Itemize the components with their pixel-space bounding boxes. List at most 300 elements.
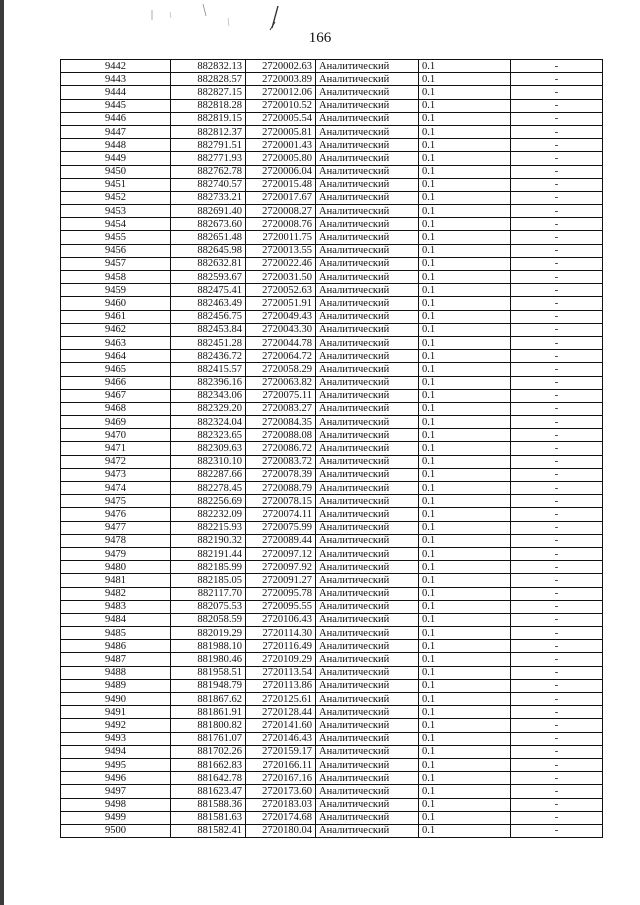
method-cell: Аналитический — [316, 574, 419, 587]
accuracy-cell: 0.1 — [419, 534, 511, 547]
y-coordinate-cell: 2720078.39 — [246, 468, 316, 481]
accuracy-cell: 0.1 — [419, 139, 511, 152]
point-number-cell: 9498 — [61, 798, 171, 811]
x-coordinate-cell: 882436.72 — [171, 350, 246, 363]
method-cell: Аналитический — [316, 679, 419, 692]
note-cell: - — [511, 574, 603, 587]
method-cell: Аналитический — [316, 86, 419, 99]
note-cell: - — [511, 758, 603, 771]
table-row — [61, 745, 603, 758]
y-coordinate-cell: 2720002.63 — [246, 60, 316, 73]
method-cell: Аналитический — [316, 455, 419, 468]
method-cell: Аналитический — [316, 653, 419, 666]
accuracy-cell: 0.1 — [419, 297, 511, 310]
accuracy-cell: 0.1 — [419, 482, 511, 495]
method-cell: Аналитический — [316, 218, 419, 231]
method-cell: Аналитический — [316, 125, 419, 138]
note-cell: - — [511, 627, 603, 640]
x-coordinate-cell: 881702.26 — [171, 745, 246, 758]
note-cell: - — [511, 271, 603, 284]
y-coordinate-cell: 2720086.72 — [246, 442, 316, 455]
method-cell: Аналитический — [316, 402, 419, 415]
note-cell: - — [511, 547, 603, 560]
method-cell: Аналитический — [316, 706, 419, 719]
x-coordinate-cell: 882771.93 — [171, 152, 246, 165]
accuracy-cell: 0.1 — [419, 495, 511, 508]
table-row — [61, 587, 603, 600]
x-coordinate-cell: 881948.79 — [171, 679, 246, 692]
note-cell: - — [511, 429, 603, 442]
page-number: 166 — [308, 30, 332, 46]
y-coordinate-cell: 2720166.11 — [246, 758, 316, 771]
point-number-cell: 9474 — [61, 482, 171, 495]
y-coordinate-cell: 2720001.43 — [246, 139, 316, 152]
x-coordinate-cell: 881861.91 — [171, 706, 246, 719]
method-cell: Аналитический — [316, 99, 419, 112]
accuracy-cell: 0.1 — [419, 429, 511, 442]
method-cell: Аналитический — [316, 60, 419, 73]
table-row — [61, 732, 603, 745]
note-cell: - — [511, 231, 603, 244]
note-cell: - — [511, 218, 603, 231]
point-number-cell: 9469 — [61, 416, 171, 429]
point-number-cell: 9464 — [61, 350, 171, 363]
method-cell: Аналитический — [316, 824, 419, 837]
accuracy-cell: 0.1 — [419, 271, 511, 284]
table-row — [61, 231, 603, 244]
table-row — [61, 693, 603, 706]
point-number-cell: 9448 — [61, 139, 171, 152]
table-row — [61, 640, 603, 653]
note-cell: - — [511, 508, 603, 521]
table-row — [61, 152, 603, 165]
note-cell: - — [511, 561, 603, 574]
x-coordinate-cell: 882191.44 — [171, 547, 246, 560]
point-number-cell: 9477 — [61, 521, 171, 534]
x-coordinate-cell: 882451.28 — [171, 336, 246, 349]
table-row — [61, 495, 603, 508]
accuracy-cell: 0.1 — [419, 402, 511, 415]
point-number-cell: 9455 — [61, 231, 171, 244]
point-number-cell: 9443 — [61, 73, 171, 86]
accuracy-cell: 0.1 — [419, 165, 511, 178]
y-coordinate-cell: 2720174.68 — [246, 811, 316, 824]
accuracy-cell: 0.1 — [419, 363, 511, 376]
x-coordinate-cell: 881582.41 — [171, 824, 246, 837]
note-cell: - — [511, 798, 603, 811]
y-coordinate-cell: 2720063.82 — [246, 376, 316, 389]
accuracy-cell: 0.1 — [419, 508, 511, 521]
accuracy-cell: 0.1 — [419, 218, 511, 231]
x-coordinate-cell: 882185.99 — [171, 561, 246, 574]
table-row — [61, 468, 603, 481]
accuracy-cell: 0.1 — [419, 587, 511, 600]
method-cell: Аналитический — [316, 152, 419, 165]
y-coordinate-cell: 2720006.04 — [246, 165, 316, 178]
y-coordinate-cell: 2720005.54 — [246, 112, 316, 125]
y-coordinate-cell: 2720015.48 — [246, 178, 316, 191]
method-cell: Аналитический — [316, 547, 419, 560]
table-row — [61, 758, 603, 771]
point-number-cell: 9463 — [61, 336, 171, 349]
method-cell: Аналитический — [316, 323, 419, 336]
table-row — [61, 402, 603, 415]
method-cell: Аналитический — [316, 139, 419, 152]
y-coordinate-cell: 2720083.72 — [246, 455, 316, 468]
method-cell: Аналитический — [316, 271, 419, 284]
point-number-cell: 9465 — [61, 363, 171, 376]
x-coordinate-cell: 882058.59 — [171, 613, 246, 626]
x-coordinate-cell: 881588.36 — [171, 798, 246, 811]
y-coordinate-cell: 2720058.29 — [246, 363, 316, 376]
y-coordinate-cell: 2720146.43 — [246, 732, 316, 745]
x-coordinate-cell: 881662.83 — [171, 758, 246, 771]
table-row — [61, 666, 603, 679]
point-number-cell: 9496 — [61, 772, 171, 785]
note-cell: - — [511, 297, 603, 310]
table-row — [61, 429, 603, 442]
point-number-cell: 9472 — [61, 455, 171, 468]
note-cell: - — [511, 666, 603, 679]
x-coordinate-cell: 882818.28 — [171, 99, 246, 112]
table-row — [61, 455, 603, 468]
x-coordinate-cell: 882232.09 — [171, 508, 246, 521]
note-cell: - — [511, 86, 603, 99]
note-cell: - — [511, 350, 603, 363]
table-row — [61, 627, 603, 640]
point-number-cell: 9494 — [61, 745, 171, 758]
method-cell: Аналитический — [316, 587, 419, 600]
y-coordinate-cell: 2720017.67 — [246, 191, 316, 204]
x-coordinate-cell: 882740.57 — [171, 178, 246, 191]
note-cell: - — [511, 257, 603, 270]
note-cell: - — [511, 99, 603, 112]
y-coordinate-cell: 2720005.80 — [246, 152, 316, 165]
accuracy-cell: 0.1 — [419, 613, 511, 626]
y-coordinate-cell: 2720159.17 — [246, 745, 316, 758]
y-coordinate-cell: 2720095.78 — [246, 587, 316, 600]
accuracy-cell: 0.1 — [419, 666, 511, 679]
method-cell: Аналитический — [316, 627, 419, 640]
table-row — [61, 416, 603, 429]
method-cell: Аналитический — [316, 521, 419, 534]
y-coordinate-cell: 2720051.91 — [246, 297, 316, 310]
y-coordinate-cell: 2720044.78 — [246, 336, 316, 349]
accuracy-cell: 0.1 — [419, 323, 511, 336]
y-coordinate-cell: 2720078.15 — [246, 495, 316, 508]
table-row — [61, 600, 603, 613]
table-row — [61, 653, 603, 666]
note-cell: - — [511, 811, 603, 824]
y-coordinate-cell: 2720095.55 — [246, 600, 316, 613]
method-cell: Аналитический — [316, 811, 419, 824]
table-row — [61, 218, 603, 231]
point-number-cell: 9471 — [61, 442, 171, 455]
method-cell: Аналитический — [316, 350, 419, 363]
method-cell: Аналитический — [316, 772, 419, 785]
table-row — [61, 271, 603, 284]
method-cell: Аналитический — [316, 389, 419, 402]
point-number-cell: 9447 — [61, 125, 171, 138]
y-coordinate-cell: 2720049.43 — [246, 310, 316, 323]
x-coordinate-cell: 881867.62 — [171, 693, 246, 706]
method-cell: Аналитический — [316, 363, 419, 376]
table-row — [61, 205, 603, 218]
point-number-cell: 9445 — [61, 99, 171, 112]
accuracy-cell: 0.1 — [419, 679, 511, 692]
accuracy-cell: 0.1 — [419, 547, 511, 560]
method-cell: Аналитический — [316, 73, 419, 86]
accuracy-cell: 0.1 — [419, 350, 511, 363]
accuracy-cell: 0.1 — [419, 60, 511, 73]
note-cell: - — [511, 534, 603, 547]
table-row — [61, 297, 603, 310]
method-cell: Аналитический — [316, 231, 419, 244]
y-coordinate-cell: 2720167.16 — [246, 772, 316, 785]
accuracy-cell: 0.1 — [419, 653, 511, 666]
point-number-cell: 9479 — [61, 547, 171, 560]
method-cell: Аналитический — [316, 468, 419, 481]
y-coordinate-cell: 2720113.86 — [246, 679, 316, 692]
x-coordinate-cell: 881761.07 — [171, 732, 246, 745]
table-row — [61, 442, 603, 455]
x-coordinate-cell: 882651.48 — [171, 231, 246, 244]
accuracy-cell: 0.1 — [419, 811, 511, 824]
x-coordinate-cell: 882075.53 — [171, 600, 246, 613]
y-coordinate-cell: 2720128.44 — [246, 706, 316, 719]
y-coordinate-cell: 2720064.72 — [246, 350, 316, 363]
method-cell: Аналитический — [316, 416, 419, 429]
method-cell: Аналитический — [316, 732, 419, 745]
note-cell: - — [511, 745, 603, 758]
table-row — [61, 336, 603, 349]
y-coordinate-cell: 2720008.27 — [246, 205, 316, 218]
point-number-cell: 9489 — [61, 679, 171, 692]
method-cell: Аналитический — [316, 205, 419, 218]
x-coordinate-cell: 882456.75 — [171, 310, 246, 323]
y-coordinate-cell: 2720022.46 — [246, 257, 316, 270]
point-number-cell: 9454 — [61, 218, 171, 231]
note-cell: - — [511, 244, 603, 257]
accuracy-cell: 0.1 — [419, 152, 511, 165]
point-number-cell: 9462 — [61, 323, 171, 336]
point-number-cell: 9442 — [61, 60, 171, 73]
point-number-cell: 9483 — [61, 600, 171, 613]
method-cell: Аналитический — [316, 165, 419, 178]
accuracy-cell: 0.1 — [419, 640, 511, 653]
y-coordinate-cell: 2720052.63 — [246, 284, 316, 297]
point-number-cell: 9468 — [61, 402, 171, 415]
accuracy-cell: 0.1 — [419, 521, 511, 534]
y-coordinate-cell: 2720088.08 — [246, 429, 316, 442]
x-coordinate-cell: 882819.15 — [171, 112, 246, 125]
x-coordinate-cell: 882190.32 — [171, 534, 246, 547]
y-coordinate-cell: 2720074.11 — [246, 508, 316, 521]
y-coordinate-cell: 2720116.49 — [246, 640, 316, 653]
point-number-cell: 9491 — [61, 706, 171, 719]
x-coordinate-cell: 881642.78 — [171, 772, 246, 785]
table-row — [61, 139, 603, 152]
x-coordinate-cell: 882019.29 — [171, 627, 246, 640]
x-coordinate-cell: 882762.78 — [171, 165, 246, 178]
y-coordinate-cell: 2720180.04 — [246, 824, 316, 837]
accuracy-cell: 0.1 — [419, 745, 511, 758]
y-coordinate-cell: 2720088.79 — [246, 482, 316, 495]
accuracy-cell: 0.1 — [419, 178, 511, 191]
method-cell: Аналитический — [316, 297, 419, 310]
x-coordinate-cell: 882812.37 — [171, 125, 246, 138]
x-coordinate-cell: 882593.67 — [171, 271, 246, 284]
x-coordinate-cell: 882691.40 — [171, 205, 246, 218]
note-cell: - — [511, 416, 603, 429]
note-cell: - — [511, 310, 603, 323]
note-cell: - — [511, 455, 603, 468]
y-coordinate-cell: 2720091.27 — [246, 574, 316, 587]
method-cell: Аналитический — [316, 798, 419, 811]
note-cell: - — [511, 679, 603, 692]
point-number-cell: 9458 — [61, 271, 171, 284]
method-cell: Аналитический — [316, 745, 419, 758]
method-cell: Аналитический — [316, 693, 419, 706]
x-coordinate-cell: 881800.82 — [171, 719, 246, 732]
method-cell: Аналитический — [316, 666, 419, 679]
x-coordinate-cell: 882828.57 — [171, 73, 246, 86]
point-number-cell: 9486 — [61, 640, 171, 653]
accuracy-cell: 0.1 — [419, 706, 511, 719]
coordinates-table — [60, 59, 603, 838]
accuracy-cell: 0.1 — [419, 732, 511, 745]
x-coordinate-cell: 882832.13 — [171, 60, 246, 73]
x-coordinate-cell: 881988.10 — [171, 640, 246, 653]
table-row — [61, 60, 603, 73]
note-cell: - — [511, 785, 603, 798]
method-cell: Аналитический — [316, 561, 419, 574]
note-cell: - — [511, 468, 603, 481]
point-number-cell: 9482 — [61, 587, 171, 600]
x-coordinate-cell: 882632.81 — [171, 257, 246, 270]
note-cell: - — [511, 73, 603, 86]
x-coordinate-cell: 882475.41 — [171, 284, 246, 297]
table-row — [61, 191, 603, 204]
x-coordinate-cell: 882396.16 — [171, 376, 246, 389]
note-cell: - — [511, 139, 603, 152]
accuracy-cell: 0.1 — [419, 758, 511, 771]
y-coordinate-cell: 2720013.55 — [246, 244, 316, 257]
x-coordinate-cell: 881980.46 — [171, 653, 246, 666]
accuracy-cell: 0.1 — [419, 73, 511, 86]
method-cell: Аналитический — [316, 495, 419, 508]
point-number-cell: 9450 — [61, 165, 171, 178]
table-row — [61, 125, 603, 138]
y-coordinate-cell: 2720075.99 — [246, 521, 316, 534]
point-number-cell: 9461 — [61, 310, 171, 323]
x-coordinate-cell: 882256.69 — [171, 495, 246, 508]
table-row — [61, 363, 603, 376]
accuracy-cell: 0.1 — [419, 336, 511, 349]
accuracy-cell: 0.1 — [419, 257, 511, 270]
point-number-cell: 9467 — [61, 389, 171, 402]
note-cell: - — [511, 772, 603, 785]
x-coordinate-cell: 882645.98 — [171, 244, 246, 257]
note-cell: - — [511, 112, 603, 125]
y-coordinate-cell: 2720089.44 — [246, 534, 316, 547]
point-number-cell: 9470 — [61, 429, 171, 442]
note-cell: - — [511, 653, 603, 666]
note-cell: - — [511, 152, 603, 165]
method-cell: Аналитический — [316, 600, 419, 613]
x-coordinate-cell: 882323.65 — [171, 429, 246, 442]
accuracy-cell: 0.1 — [419, 191, 511, 204]
method-cell: Аналитический — [316, 482, 419, 495]
y-coordinate-cell: 2720125.61 — [246, 693, 316, 706]
point-number-cell: 9490 — [61, 693, 171, 706]
table-row — [61, 350, 603, 363]
note-cell: - — [511, 323, 603, 336]
note-cell: - — [511, 587, 603, 600]
accuracy-cell: 0.1 — [419, 205, 511, 218]
accuracy-cell: 0.1 — [419, 442, 511, 455]
y-coordinate-cell: 2720097.92 — [246, 561, 316, 574]
y-coordinate-cell: 2720084.35 — [246, 416, 316, 429]
method-cell: Аналитический — [316, 112, 419, 125]
x-coordinate-cell: 882733.21 — [171, 191, 246, 204]
accuracy-cell: 0.1 — [419, 99, 511, 112]
point-number-cell: 9499 — [61, 811, 171, 824]
table-row — [61, 178, 603, 191]
note-cell: - — [511, 389, 603, 402]
table-body — [61, 60, 603, 838]
accuracy-cell: 0.1 — [419, 389, 511, 402]
note-cell: - — [511, 165, 603, 178]
note-cell: - — [511, 693, 603, 706]
accuracy-cell: 0.1 — [419, 468, 511, 481]
y-coordinate-cell: 2720106.43 — [246, 613, 316, 626]
y-coordinate-cell: 2720012.06 — [246, 86, 316, 99]
point-number-cell: 9460 — [61, 297, 171, 310]
x-coordinate-cell: 881581.63 — [171, 811, 246, 824]
y-coordinate-cell: 2720011.75 — [246, 231, 316, 244]
accuracy-cell: 0.1 — [419, 416, 511, 429]
method-cell: Аналитический — [316, 758, 419, 771]
point-number-cell: 9485 — [61, 627, 171, 640]
table-row — [61, 574, 603, 587]
table-row — [61, 719, 603, 732]
point-number-cell: 9473 — [61, 468, 171, 481]
point-number-cell: 9493 — [61, 732, 171, 745]
note-cell: - — [511, 205, 603, 218]
table-row — [61, 310, 603, 323]
note-cell: - — [511, 191, 603, 204]
point-number-cell: 9478 — [61, 534, 171, 547]
accuracy-cell: 0.1 — [419, 112, 511, 125]
point-number-cell: 9487 — [61, 653, 171, 666]
note-cell: - — [511, 284, 603, 297]
table-row — [61, 257, 603, 270]
scan-left-edge — [0, 0, 4, 905]
x-coordinate-cell: 882310.10 — [171, 455, 246, 468]
note-cell: - — [511, 719, 603, 732]
method-cell: Аналитический — [316, 442, 419, 455]
accuracy-cell: 0.1 — [419, 719, 511, 732]
accuracy-cell: 0.1 — [419, 693, 511, 706]
method-cell: Аналитический — [316, 719, 419, 732]
table-row — [61, 482, 603, 495]
point-number-cell: 9466 — [61, 376, 171, 389]
note-cell: - — [511, 376, 603, 389]
accuracy-cell: 0.1 — [419, 231, 511, 244]
y-coordinate-cell: 2720043.30 — [246, 323, 316, 336]
note-cell: - — [511, 482, 603, 495]
